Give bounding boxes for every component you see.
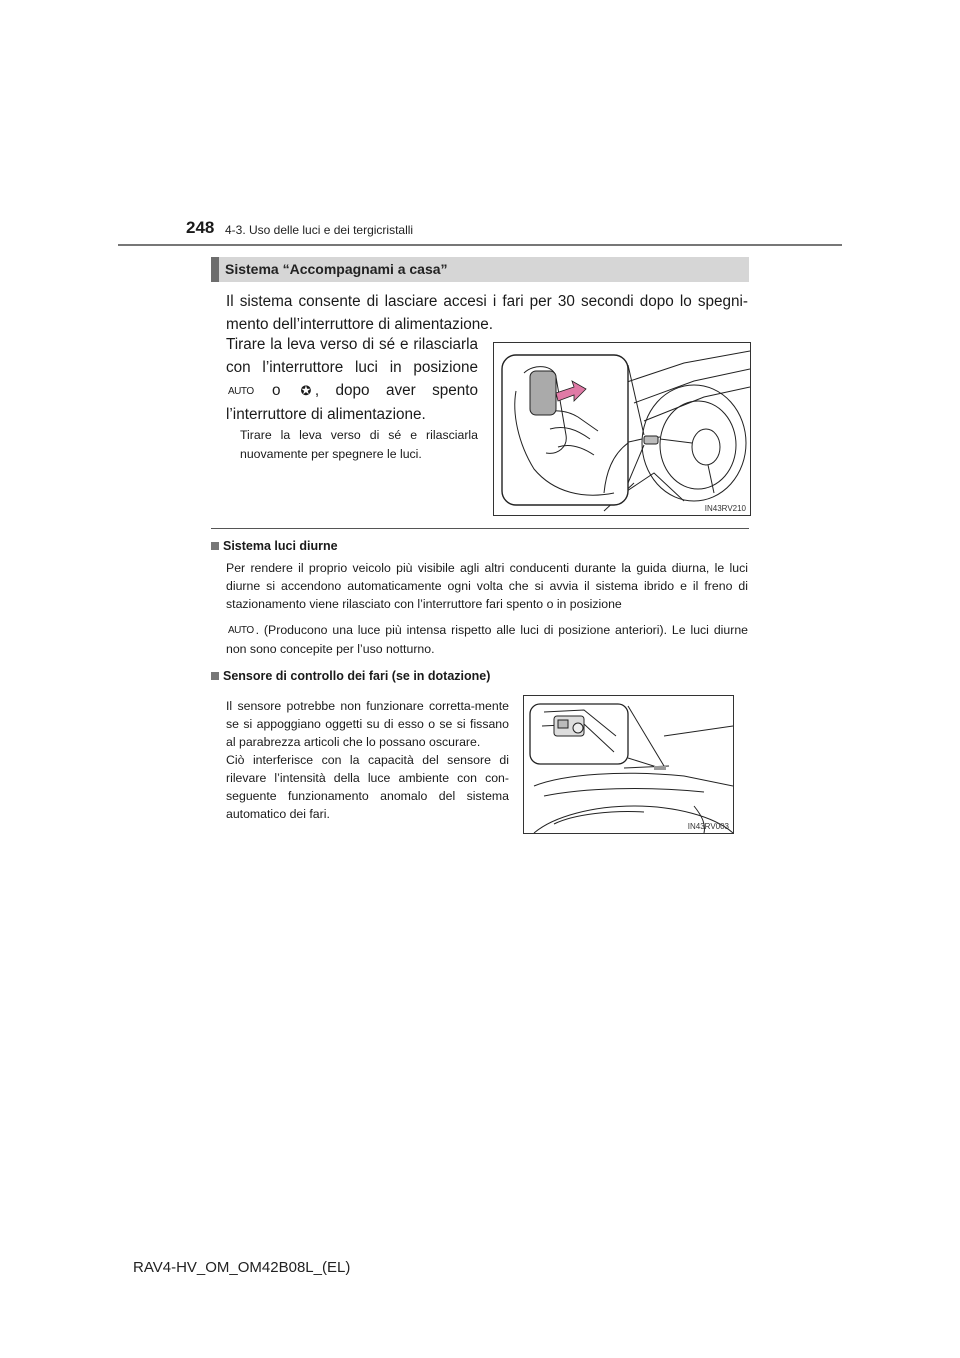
- sensor-title: Sensore di controllo dei fari (se in dotazione): [223, 669, 491, 683]
- drl-text-2: . (Producono una luce più intensa rispetto alle luci di posizione anteriori). Le luci diurne non sono concepite per l’uso notturno.: [226, 623, 748, 656]
- intro-paragraph: Il sistema consente di lasciare accesi i fari per 30 secondi dopo lo spegni-mento dell’interruttore di alimentazione.: [226, 293, 748, 333]
- drl-paragraph: [226, 559, 748, 658]
- header-rule: [118, 244, 842, 246]
- sensor-paragraph: [226, 697, 509, 823]
- page-number: 248: [186, 218, 215, 237]
- note-paragraph: Tirare la leva verso di sé e rilasciarla nuovamente per spegnere le luci.: [240, 428, 478, 461]
- line-gap: [226, 613, 748, 621]
- drl-title: Sistema luci diurne: [223, 539, 338, 553]
- bullet-square-icon: [211, 672, 219, 680]
- auto-icon: AUTO: [228, 624, 254, 637]
- sensor-illustration-drawing: [524, 696, 733, 833]
- lever-illustration: [493, 342, 751, 516]
- auto-icon: AUTO: [228, 385, 254, 398]
- footer-code: RAV4-HV_OM_OM42B08L_(EL): [133, 1259, 351, 1276]
- lever-illustration-drawing: [494, 343, 750, 515]
- drl-heading: [211, 539, 338, 553]
- step-paragraph: [226, 333, 478, 426]
- drl-text-1: Per rendere il proprio veicolo più visibile agli altri conducenti durante la guida diurna, le luci diurne si accendono automaticamente ogni volta che si avvia il sistema ibrido e il freno di stazionamento viene rilasciato con l’interruttore fari spento o in posizione: [226, 561, 748, 611]
- sensor-text-1: Il sensore potrebbe non funzionare corretta-mente se si appoggiano oggetti su di esso o se si fissano al parabrezza articoli che lo possano oscurare.: [226, 699, 509, 749]
- figure-code: IN43RV210: [704, 504, 746, 513]
- step-text-1: Tirare la leva verso di sé e rilasciarla con l’interruttore luci in posizione: [226, 336, 478, 376]
- headlight-icon: ✪: [300, 383, 312, 398]
- heading-accent: [211, 257, 219, 282]
- bullet-square-icon: [211, 542, 219, 550]
- figure-code: IN43RV003: [687, 822, 729, 831]
- section-title: 4-3. Uso delle luci e dei tergicristalli: [225, 223, 414, 237]
- section-heading: Sistema “Accompagnami a casa”: [225, 261, 448, 277]
- section-divider: [211, 528, 749, 529]
- sensor-text-2: Ciò interferisce con la capacità del sensore di rilevare l’intensità della luce ambiente con con-seguente funzionamento anomalo del sistema automatico dei fari.: [226, 753, 509, 821]
- section-heading-bar: [211, 257, 749, 282]
- sensor-heading: [211, 669, 490, 683]
- sensor-illustration: [523, 695, 734, 834]
- step-text-3: , dopo aver spento l’interruttore di alimentazione.: [226, 382, 479, 423]
- step-text-2: o: [272, 382, 281, 399]
